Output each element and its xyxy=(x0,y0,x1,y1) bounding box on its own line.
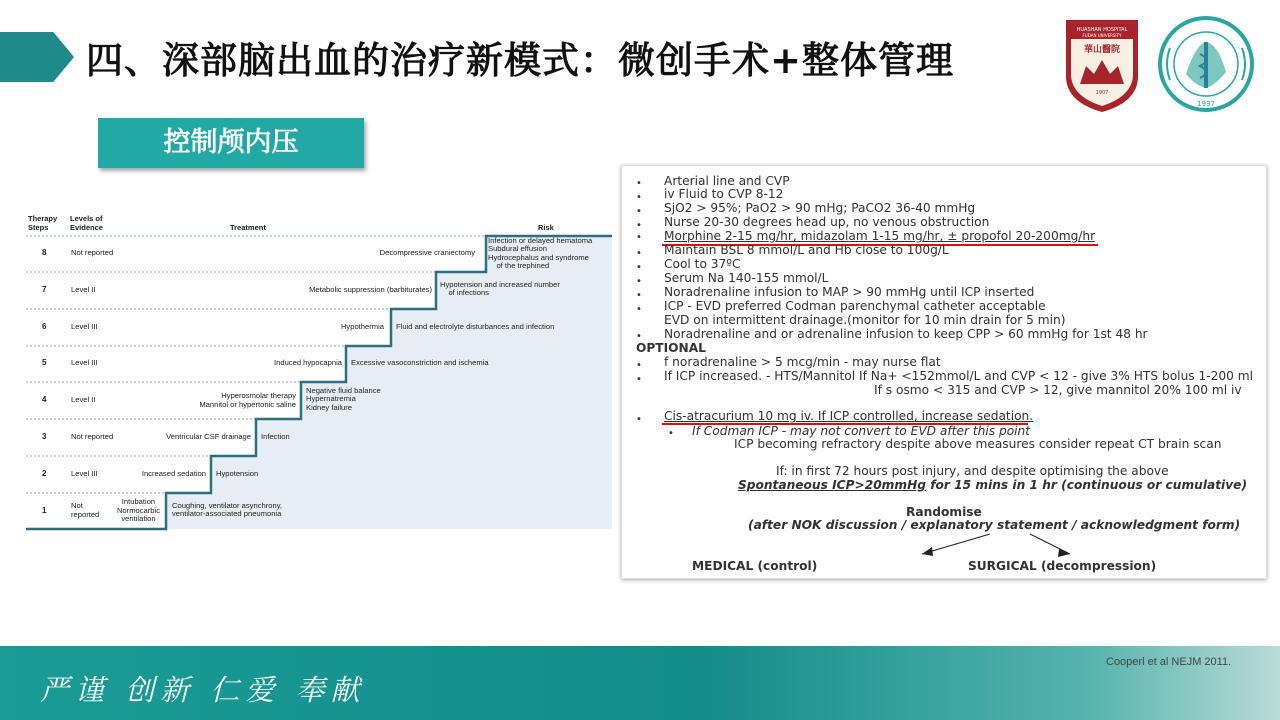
risk-text: Coughing, ventilator asynchrony, ventilator-associated pneumonia xyxy=(172,501,283,519)
evidence-level: Level II xyxy=(71,285,96,294)
treatment-text: Metabolic suppression (barbiturates) xyxy=(309,285,432,294)
treatment-text: Decompressive craniectomy xyxy=(379,248,475,257)
title-arrow-shape xyxy=(0,32,74,82)
protocol-line: ICP - EVD preferred Codman parenchymal catheter acceptable xyxy=(664,299,1046,313)
optional-line: If ICP increased. - HTS/Mannitol If Na+ <152mmol/L and CVP < 12 - give 3% HTS bolus 1-200 ml xyxy=(664,369,1254,383)
fujian-hospital-logo xyxy=(1156,14,1256,114)
step-number: 5 xyxy=(42,358,47,367)
randomise-label: Randomise xyxy=(906,505,982,519)
header-therapy-steps: Therapy Steps xyxy=(28,214,58,232)
refractory-line: ICP becoming refractory despite above measures consider repeat CT brain scan xyxy=(734,437,1222,451)
slide-title: 四、深部脑出血的治疗新模式：微创手术+整体管理 xyxy=(86,39,955,82)
step-number: 6 xyxy=(42,322,47,331)
spontaneous-icp-line xyxy=(738,478,1247,492)
treatment-text: Hyperosmolar therapy Mannitol or hypertonic saline xyxy=(199,391,296,409)
evidence-level: Not reported xyxy=(71,501,100,519)
protocol-line-highlighted: Morphine 2-15 mg/hr, midazolam 1-15 mg/hr, ± propofol 20-200mg/hr xyxy=(664,229,1096,243)
nok-line: (after NOK discussion / explanatory statement / acknowledgment form) xyxy=(748,518,1241,532)
risk-text: Hypotension xyxy=(216,469,259,478)
spontaneous-icp-underlined: Spontaneous ICP>20mmHg xyxy=(738,478,926,492)
risk-text: Hypotension and increased number of infections xyxy=(440,280,560,298)
footer-slogan: 严谨 创新 仁爱 奉献 xyxy=(40,673,366,707)
surgical-arm: SURGICAL (decompression) xyxy=(968,559,1157,573)
evidence-level: Not reported xyxy=(71,432,114,441)
evidence-level: Level III xyxy=(71,469,98,478)
protocol-line: SjO2 > 95%; PaO2 > 90 mHg; PaCO2 36-40 mmHg xyxy=(664,201,976,215)
svg-text:FUDAN UNIVERSITY: FUDAN UNIVERSITY xyxy=(1082,33,1122,38)
step-number: 3 xyxy=(42,432,47,441)
risk-text: Negative fluid balance Hypernatremia Kidney failure xyxy=(306,386,381,412)
svg-text:HUASHAN HOSPITAL: HUASHAN HOSPITAL xyxy=(1076,27,1128,33)
step-number: 4 xyxy=(42,395,47,404)
treatment-text: Intubation Normocarbic ventilation xyxy=(116,497,160,524)
step-number: 2 xyxy=(42,469,47,478)
optional-label: OPTIONAL xyxy=(636,341,706,355)
protocol-line: Nurse 20-30 degrees head up, no venous obstruction xyxy=(664,215,990,229)
evidence-level: Level II xyxy=(71,395,96,404)
spontaneous-icp-rest: for 15 mins in 1 hr (continuous or cumulative) xyxy=(926,478,1248,492)
header-levels-of-evidence: Levels of Evidence xyxy=(70,214,103,232)
risk-text: Infection or delayed hematoma Subdural effusion Hydrocephalus and syndrome of the trephined xyxy=(488,236,593,270)
protocol-line: iv Fluid to CVP 8-12 xyxy=(664,187,784,201)
protocol-line: Noradrenaline and or adrenaline infusion to keep CPP > 60 mmHg for 1st 48 hr xyxy=(664,327,1148,341)
if72-line: If: in first 72 hours post injury, and despite optimising the above xyxy=(776,464,1169,478)
svg-text:1907: 1907 xyxy=(1095,90,1109,96)
protocol-line: Cool to 37ºC xyxy=(664,257,741,271)
risk-text: Excessive vasoconstriction and ischemia xyxy=(351,358,489,367)
svg-text:1937: 1937 xyxy=(1197,100,1215,108)
risk-text: Fluid and electrolyte disturbances and infection xyxy=(396,322,555,331)
protocol-line: Arterial line and CVP xyxy=(664,174,790,188)
icp-therapy-stair-figure xyxy=(26,206,612,532)
section-subheading: 控制颅内压 xyxy=(98,118,364,168)
citation: Cooperl et al NEJM 2011. xyxy=(1106,656,1232,668)
step-number: 8 xyxy=(42,248,47,257)
protocol-line: EVD on intermittent drainage.(monitor for 10 min drain for 5 min) xyxy=(664,313,1066,327)
codman-line: If Codman ICP - may not convert to EVD after this point xyxy=(692,424,1031,438)
treatment-text: Increased sedation xyxy=(141,469,206,478)
header-treatment: Treatment xyxy=(230,223,266,232)
cis-atracurium-line: Cis-atracurium 10 mg iv. If ICP controlled, increase sedation. xyxy=(664,409,1034,423)
svg-text:華山醫院: 華山醫院 xyxy=(1083,45,1121,55)
risk-text: Infection xyxy=(261,432,290,441)
icp-protocol-document: • Arterial line and CVP • iv Fluid to CVP 8-12 • SjO2 > 95%; PaO2 > 90 mHg; PaCO2 36-40 mmHg • Nurse 20-30 degrees head up, no venous obstruction • Morphine 2-15 mg/hr, midazolam 1-15 mg/hr, ± propofol 20-200mg/hr • Maintain BSL 8 mmol/L and Hb close to 100g/L • Cool to 37ºC • Serum Na 140-155 mmol/L • Noradrenaline infusion to MAP > 90 mmHg until ICP inserted • ICP - EVD preferred Codman parenchymal catheter acceptable EVD on intermittent drainage.(monitor for 10 min drain for 5 min) • Noradrenaline and or adrenaline infusion to keep CPP > 60 mmHg for 1st 48 hr OPTIONAL • f noradrenaline > 5 mcg/min - may nurse flat • If ICP increased. - HTS/Mannitol If Na+ <152mmol/L and CVP < 12 - give 3% HTS bolus 1-200 ml If s osmo < 315 and CVP > 12, give mannitol 20% 100 ml iv • Cis-atracurium 10 mg iv. If ICP controlled, increase sedation. • If Codman ICP - may not convert to EVD after this point ICP becoming refractory despite above measures consider repeat CT brain scan If: in first 72 hours post injury, and despite optimising the above Spontaneous ICP>20mmHg for 15 mins in 1 hr (continuous or cumulative) Randomise (after NOK discussion / explanatory statement / acknowledgment form) MEDICAL (control) SURGICAL (decompression) xyxy=(621,165,1267,579)
evidence-level: Not reported xyxy=(71,248,114,257)
optional-line: f noradrenaline > 5 mcg/min - may nurse flat xyxy=(664,355,941,369)
evidence-level: Level III xyxy=(71,322,98,331)
evidence-level: Level III xyxy=(71,358,98,367)
protocol-line: Serum Na 140-155 mmol/L xyxy=(664,271,829,285)
medical-arm: MEDICAL (control) xyxy=(692,559,818,573)
treatment-text: Induced hypocapnia xyxy=(274,358,342,367)
step-number: 1 xyxy=(42,506,47,515)
step-number: 7 xyxy=(42,285,47,294)
treatment-text: Hypothermia xyxy=(340,322,384,331)
optional-line: If s osmo < 315 and CVP > 12, give mannitol 20% 100 ml iv xyxy=(874,383,1242,397)
header-risk: Risk xyxy=(538,223,554,232)
protocol-line: Maintain BSL 8 mmol/L and Hb close to 100g/L xyxy=(664,243,949,257)
huashan-hospital-logo xyxy=(1062,14,1142,114)
treatment-text: Ventricular CSF drainage xyxy=(166,432,251,441)
protocol-line: Noradrenaline infusion to MAP > 90 mmHg until ICP inserted xyxy=(664,285,1035,299)
